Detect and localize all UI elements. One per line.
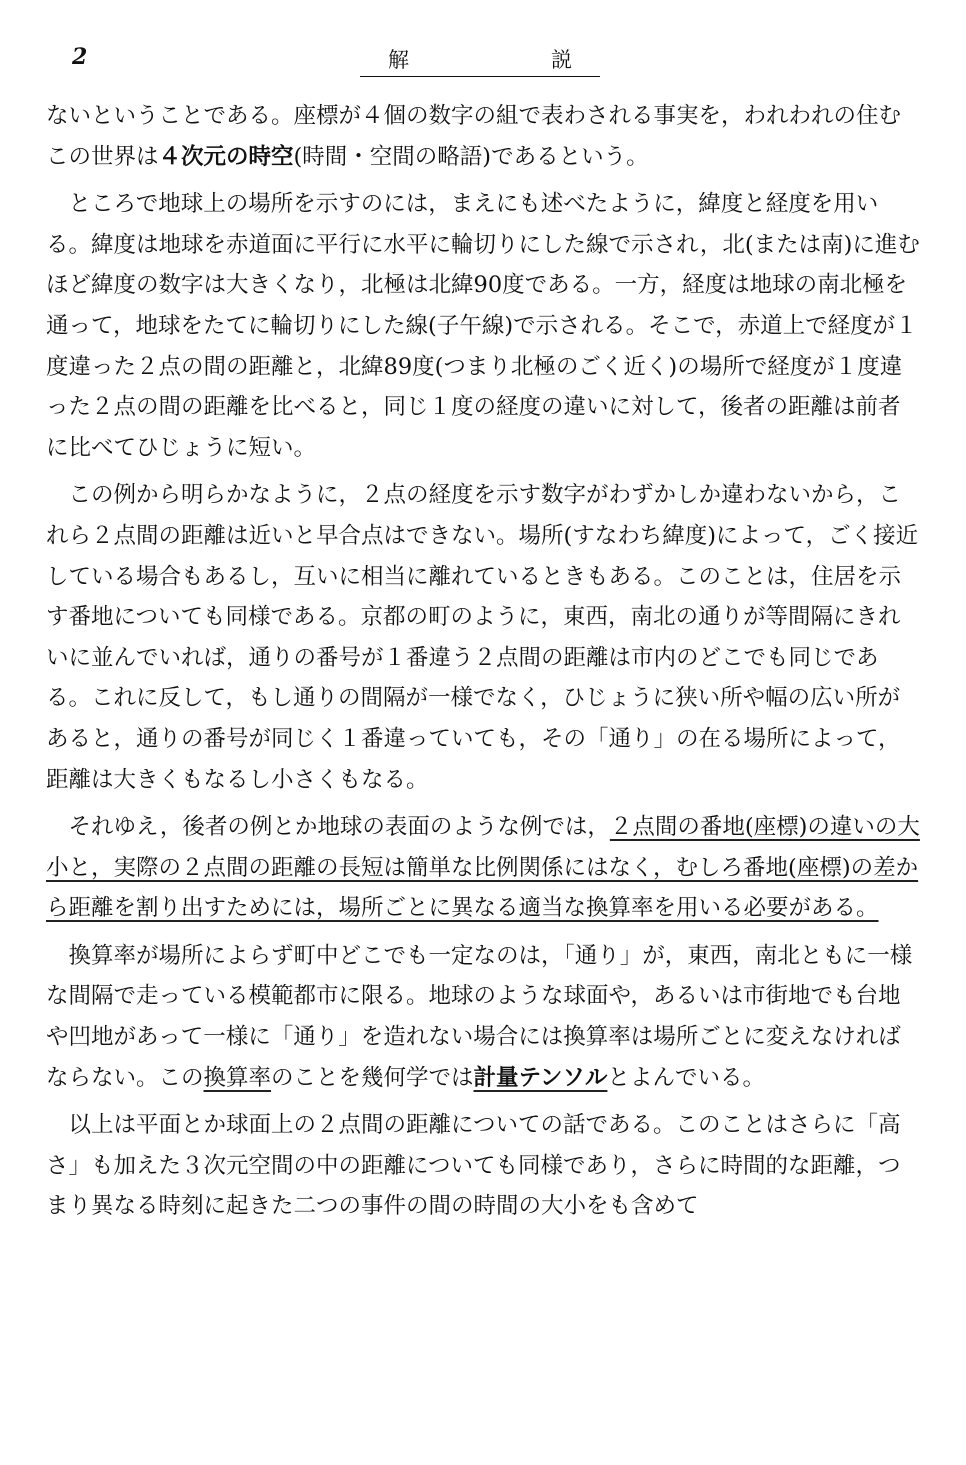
bold-term-metric-tensor: 計量テンソル [473, 1064, 608, 1091]
bold-term-4d-spacetime: ４次元の時空 [158, 143, 294, 170]
header-rule [360, 76, 600, 77]
running-head-left: 解 [388, 48, 409, 72]
paragraph-4-text-a: それゆえ，後者の例とか地球の表面のような例では， [68, 814, 610, 841]
paragraph-5-text-e: とよんでいる。 [607, 1064, 765, 1091]
paragraph-5-text-a: 換算率が場所によらず町中どこでも一定なのは，「通り」が，東西，南北ともに一様な間隔で走っている模範都市に限る。地球のような球面や，あるいは市街地でも台地や凹地があって一様に「通り」を造れない場合には換算率は場所ごとに変えなければならない。この [46, 942, 913, 1091]
running-head-right: 説 [551, 48, 572, 72]
body-text [46, 96, 922, 1227]
paragraph-1-text-a: ないということである。座標が４個の数字の組で表わされる事実を，われわれの住むこの世界は [46, 103, 902, 170]
underlined-term-conversion-rate: 換算率 [203, 1064, 272, 1091]
paragraph-4 [46, 807, 922, 929]
paragraph-1 [46, 96, 922, 177]
paragraph-1-text-c: (時間・空間の略語)であるという。 [293, 143, 649, 170]
underlined-passage: ２点間の番地(座標)の違いの大小と，実際の２点間の距離の長短は簡単な比例関係にはなく，むしろ番地(座標)の差から距離を割り出すためには，場所ごとに異なる適当な換算率を用いる必要がある。 [46, 814, 920, 922]
paragraph-6: 以上は平面とか球面上の２点間の距離についての話である。このことはさらに「高さ」も加えた３次元空間の中の距離についても同様であり，さらに時間的な距離，つまり異なる時刻に起きた二つの事件の間の時間の大小をも含めて [46, 1112, 901, 1220]
running-head [360, 44, 600, 74]
paragraph-2: ところで地球上の場所を示すのには，まえにも述べたように，緯度と経度を用いる。緯度は地球を赤道面に平行に水平に輪切りにした線で示され，北(または南)に進むほど緯度の数字は大きくなり，北極は北緯90度である。一方，経度は地球の南北極を通って，地球をたてに輪切りにした線(子午線)で示される。そこで，赤道上で経度が１度違った２点の間の距離と，北緯89度(つまり北極のごく近く)の場所で経度が１度違った２点の間の距離を比べると，同じ１度の経度の違いに対して，後者の距離は前者に比べてひじょうに短い。 [46, 191, 920, 461]
paragraph-3: この例から明らかなように，２点の経度を示す数字がわずかしか違わないから，これら２点間の距離は近いと早合点はできない。場所(すなわち緯度)によって，ごく接近している場合もあるし，互いに相当に離れているときもある。このことは，住居を示す番地についても同様である。京都の町のように，東西，南北の通りが等間隔にきれいに並んでいれば，通りの番号が１番違う２点間の距離は市内のどこでも同じである。これに反して，もし通りの間隔が一様でなく，ひじょうに狭い所や幅の広い所があると，通りの番号が同じく１番違っていても，その「通り」の在る場所によって，距離は大きくもなるし小さくもなる。 [46, 482, 919, 793]
paragraph-5 [46, 936, 922, 1098]
page-number: 2 [72, 44, 88, 70]
paragraph-5-text-c: のことを幾何学では [271, 1064, 474, 1091]
